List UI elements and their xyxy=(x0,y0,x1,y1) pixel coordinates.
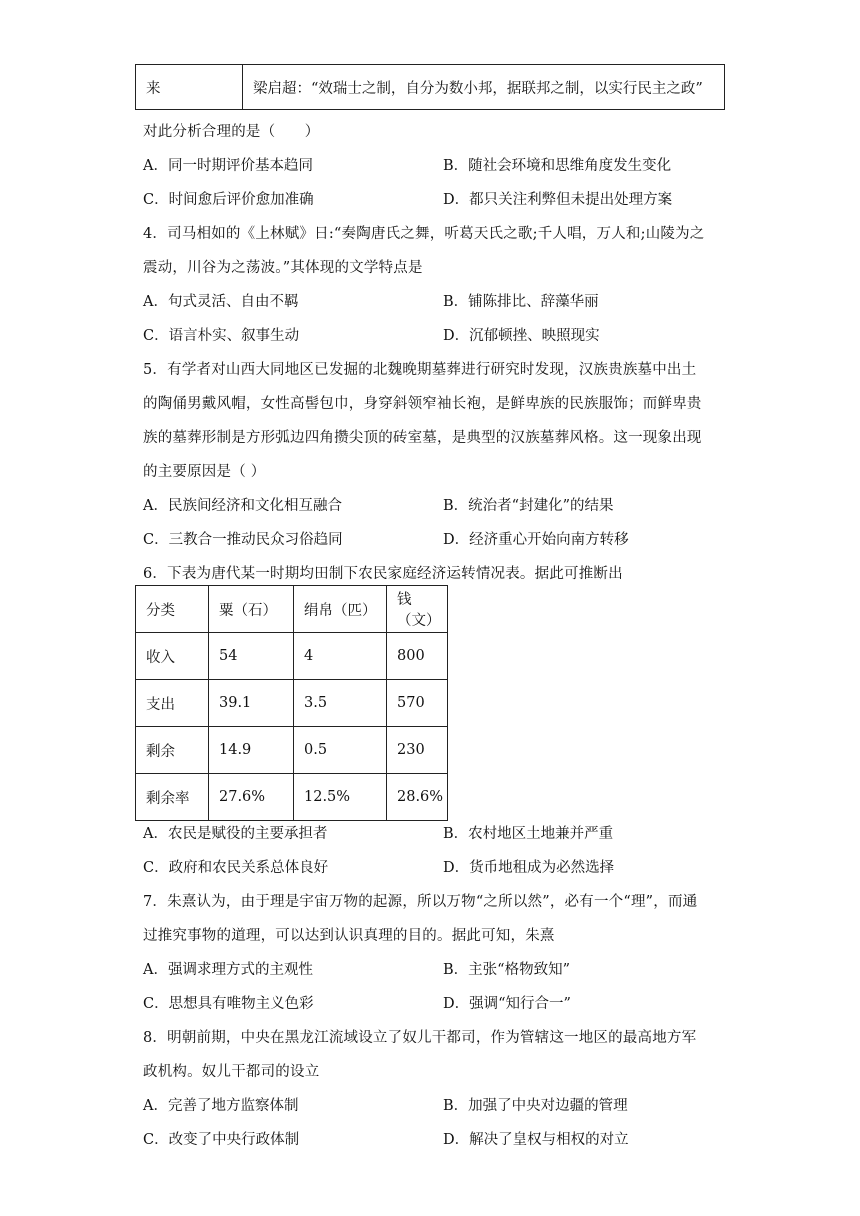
table-cell: 剩余 xyxy=(136,727,209,774)
question-stem: 过推究事物的道理，可以达到认识真理的目的。据此可知，朱熹 xyxy=(143,928,555,944)
table-cell: 14.9 xyxy=(209,727,294,774)
table-header-cell: 绢帛（匹） xyxy=(294,586,387,633)
table-cell: 支出 xyxy=(136,680,209,727)
table-cell: 570 xyxy=(387,680,448,727)
option-c[interactable]: C．三教合一推动民众习俗趋同 xyxy=(143,532,343,548)
option-d[interactable]: D．强调“知行合一” xyxy=(443,996,571,1012)
table-header-cell: 钱（文） xyxy=(387,586,448,633)
table-cell: 4 xyxy=(294,633,387,680)
question-stem: 震动，川谷为之荡波。”其体现的文学特点是 xyxy=(143,260,423,276)
option-c[interactable]: C．语言朴实、叙事生动 xyxy=(143,328,300,344)
question-stem: 7．朱熹认为，由于理是宇宙万物的起源，所以万物“之所以然”，必有一个“理”，而通 xyxy=(143,894,698,910)
table-cell: 28.6% xyxy=(387,774,448,821)
option-b[interactable]: B．随社会环境和思维角度发生变化 xyxy=(443,158,672,174)
table-cell: 54 xyxy=(209,633,294,680)
question-stem: 的主要原因是（ ） xyxy=(143,464,266,480)
option-a[interactable]: A．句式灵活、自由不羁 xyxy=(143,294,299,310)
table-cell: 梁启超：“效瑞士之制，自分为数小邦，据联邦之制，以实行民主之政” xyxy=(243,65,725,110)
option-c[interactable]: C．时间愈后评价愈加准确 xyxy=(143,192,314,208)
option-a[interactable]: A．民族间经济和文化相互融合 xyxy=(143,498,342,514)
table-cell: 来 xyxy=(136,65,243,110)
question-stem: 对此分析合理的是（ ） xyxy=(143,124,320,140)
table-cell: 0.5 xyxy=(294,727,387,774)
table-cell: 12.5% xyxy=(294,774,387,821)
option-a[interactable]: A．农民是赋役的主要承担者 xyxy=(143,826,328,842)
option-b[interactable]: B．主张“格物致知” xyxy=(443,962,570,978)
option-c[interactable]: C．思想具有唯物主义色彩 xyxy=(143,996,314,1012)
data-table xyxy=(135,585,448,821)
table-cell: 27.6% xyxy=(209,774,294,821)
question-stem: 8．明朝前期，中央在黑龙江流域设立了奴儿干都司，作为管辖这一地区的最高地方军 xyxy=(143,1030,697,1046)
question-stem: 4．司马相如的《上林赋》日:“奏陶唐氏之舞，听葛天氏之歌;千人唱，万人和;山陵为之 xyxy=(143,226,705,242)
option-a[interactable]: A．同一时期评价基本趋同 xyxy=(143,158,313,174)
question-stem: 族的墓葬形制是方形弧边四角攒尖顶的砖室墓，是典型的汉族墓葬风格。这一现象出现 xyxy=(143,430,702,446)
option-d[interactable]: D．都只关注利弊但未提出处理方案 xyxy=(443,192,673,208)
option-d[interactable]: D．经济重心开始向南方转移 xyxy=(443,532,629,548)
table-cell: 230 xyxy=(387,727,448,774)
question-stem: 的陶俑男戴风帽，女性高髻包巾，身穿斜领窄袖长袍，是鲜卑族的民族服饰；而鲜卑贵 xyxy=(143,396,702,412)
question-stem: 6．下表为唐代某一时期均田制下农民家庭经济运转情况表。据此可推断出 xyxy=(143,566,623,582)
table-cell: 剩余率 xyxy=(136,774,209,821)
table-header-cell: 粟（石） xyxy=(209,586,294,633)
option-b[interactable]: B．统治者“封建化”的结果 xyxy=(443,498,614,514)
table-cell: 800 xyxy=(387,633,448,680)
table-header-cell: 分类 xyxy=(136,586,209,633)
table-cell: 39.1 xyxy=(209,680,294,727)
table-row xyxy=(136,680,448,727)
table-row xyxy=(136,774,448,821)
table-row xyxy=(136,633,448,680)
table-cell: 收入 xyxy=(136,633,209,680)
question-stem: 政机构。奴儿干都司的设立 xyxy=(143,1064,320,1080)
option-c[interactable]: C．改变了中央行政体制 xyxy=(143,1132,300,1148)
table-row xyxy=(136,727,448,774)
source-table-fragment xyxy=(135,64,725,110)
option-a[interactable]: A．完善了地方监察体制 xyxy=(143,1098,299,1114)
question-stem: 5．有学者对山西大同地区已发掘的北魏晚期墓葬进行研究时发现，汉族贵族墓中出土 xyxy=(143,362,697,378)
option-b[interactable]: B．农村地区土地兼并严重 xyxy=(443,826,614,842)
option-d[interactable]: D．解决了皇权与相权的对立 xyxy=(443,1132,629,1148)
option-b[interactable]: B．加强了中央对边疆的管理 xyxy=(443,1098,628,1114)
table-header-row xyxy=(136,586,448,633)
table-row xyxy=(136,65,725,110)
option-c[interactable]: C．政府和农民关系总体良好 xyxy=(143,860,329,876)
option-a[interactable]: A．强调求理方式的主观性 xyxy=(143,962,313,978)
option-d[interactable]: D．沉郁顿挫、映照现实 xyxy=(443,328,600,344)
option-d[interactable]: D．货币地租成为必然选择 xyxy=(443,860,615,876)
table-cell: 3.5 xyxy=(294,680,387,727)
option-b[interactable]: B．铺陈排比、辞藻华丽 xyxy=(443,294,599,310)
